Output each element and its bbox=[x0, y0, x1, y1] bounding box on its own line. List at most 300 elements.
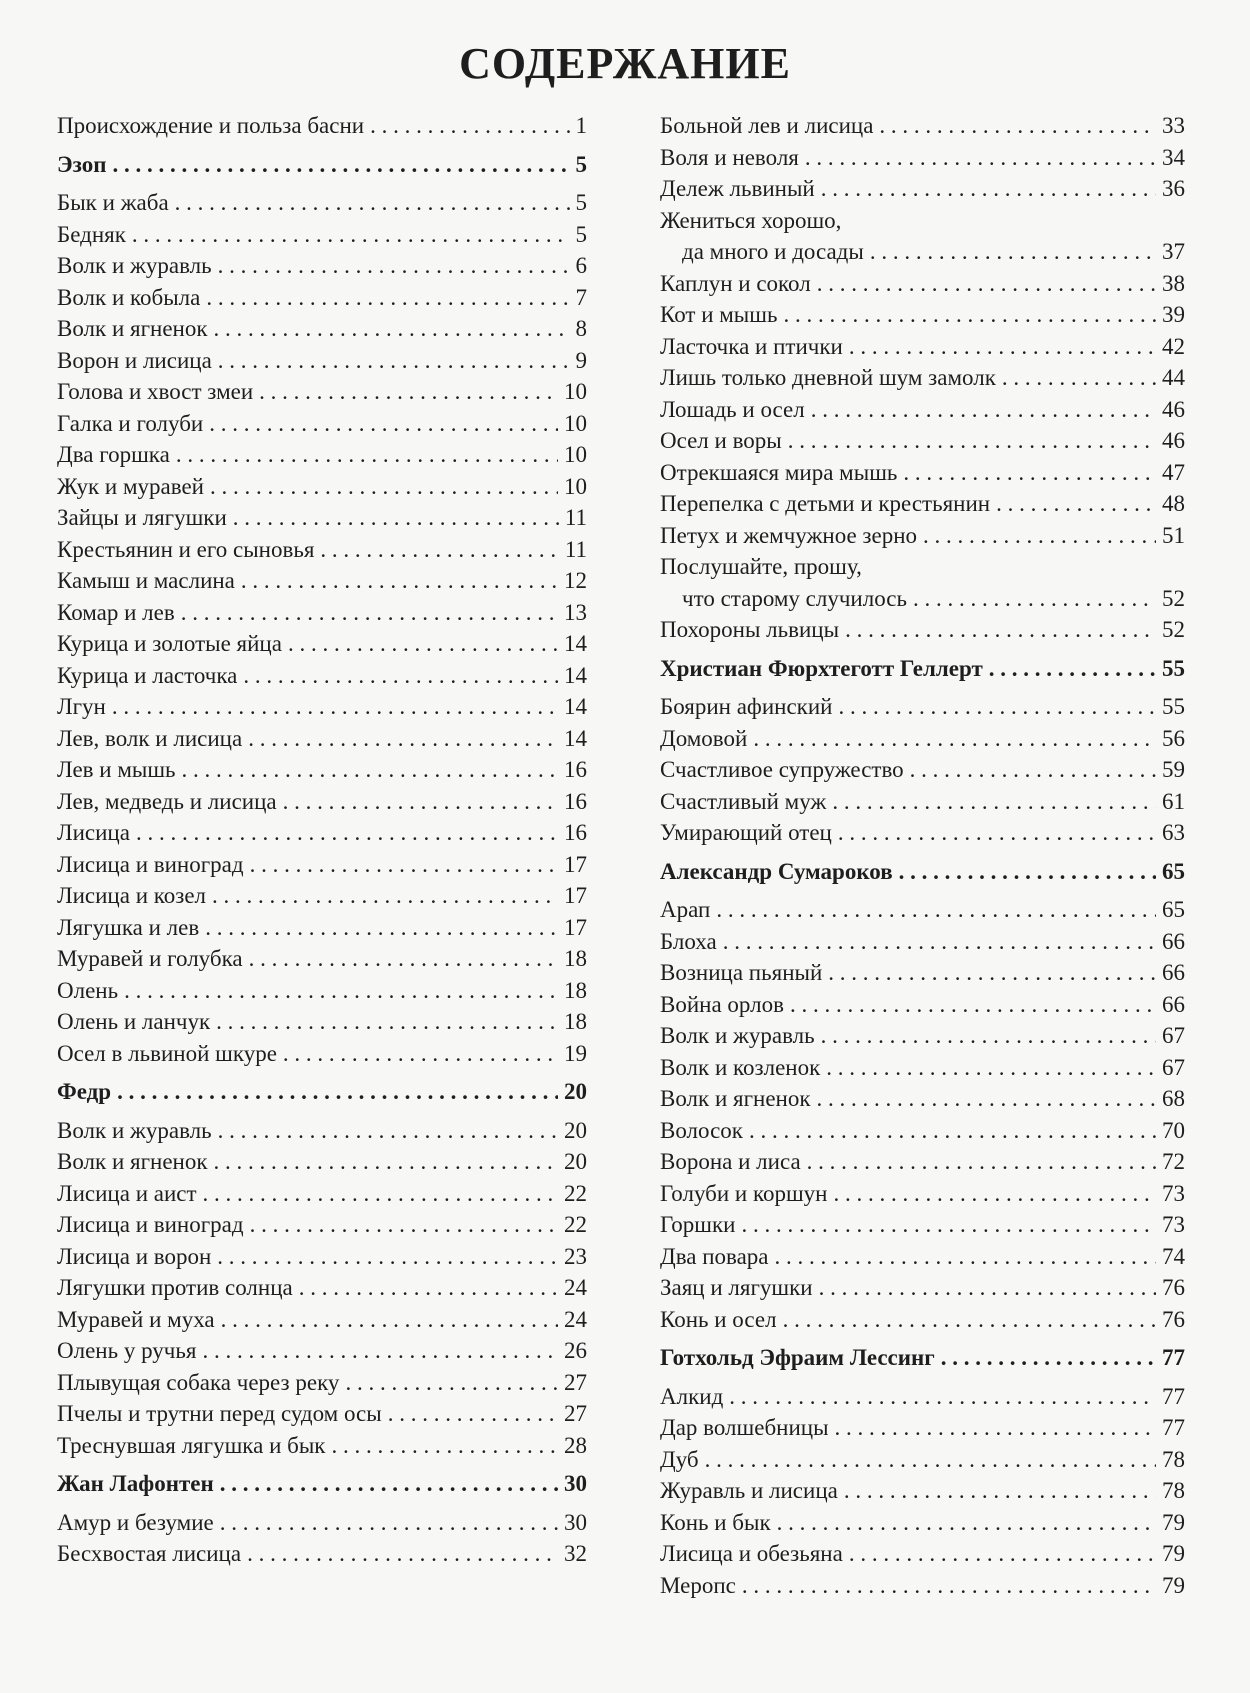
toc-entry bbox=[57, 534, 587, 566]
toc-page-number: 70 bbox=[1162, 1117, 1185, 1143]
toc-entry-title: Лисица и аист bbox=[57, 1180, 197, 1206]
toc-page-number: 42 bbox=[1162, 333, 1185, 359]
toc-entry bbox=[57, 565, 587, 597]
toc-entry-title: Петух и жемчужное зерно bbox=[660, 522, 918, 548]
toc-page-number: 16 bbox=[564, 788, 587, 814]
toc-page-number: 44 bbox=[1162, 365, 1185, 390]
toc-entry-title: Олень у ручья bbox=[57, 1338, 197, 1363]
toc-leader-dots bbox=[370, 110, 569, 142]
toc-entry bbox=[660, 268, 1185, 300]
toc-leader-dots bbox=[132, 219, 570, 251]
toc-entry-title: Голуби и коршун bbox=[660, 1180, 828, 1206]
toc-page-number: 23 bbox=[564, 1243, 587, 1269]
toc-entry bbox=[57, 817, 587, 849]
toc-entry-title: Галка и голуби bbox=[57, 410, 204, 436]
toc-page-number: 12 bbox=[564, 568, 587, 593]
toc-entry-title: Жук и муравей bbox=[57, 473, 204, 499]
toc-page-number: 22 bbox=[564, 1180, 587, 1206]
toc-entry bbox=[660, 1538, 1185, 1570]
toc-leader-dots bbox=[838, 691, 1156, 723]
toc-page-number: 32 bbox=[564, 1541, 587, 1566]
toc-page-number: 5 bbox=[575, 190, 587, 215]
toc-page-number: 33 bbox=[1162, 113, 1185, 138]
toc-page-number: 17 bbox=[564, 883, 587, 908]
toc-entry-title: Лисица и козел bbox=[57, 883, 207, 908]
toc-entry bbox=[57, 376, 587, 408]
toc-entry bbox=[57, 660, 587, 692]
toc-leader-dots bbox=[112, 149, 569, 181]
toc-entry bbox=[660, 299, 1185, 331]
toc-leader-dots bbox=[320, 534, 558, 566]
toc-entry bbox=[660, 142, 1185, 174]
toc-entry-title: Бык и жаба bbox=[57, 190, 169, 215]
toc-entry bbox=[57, 1367, 587, 1399]
toc-leader-dots bbox=[777, 1507, 1156, 1539]
toc-leader-dots bbox=[203, 1178, 558, 1210]
toc-page-number: 14 bbox=[564, 725, 587, 751]
toc-entry-title: Бесхвостая лисица bbox=[57, 1541, 242, 1566]
toc-leader-dots bbox=[723, 926, 1156, 958]
toc-entry-title: Лягушка и лев bbox=[57, 914, 200, 940]
toc-entry-title: Осел и воры bbox=[660, 428, 782, 453]
toc-leader-dots bbox=[845, 614, 1156, 646]
toc-page-number: 79 bbox=[1162, 1572, 1185, 1598]
toc-leader-dots bbox=[879, 110, 1156, 142]
toc-page-number: 18 bbox=[564, 977, 587, 1003]
toc-leader-dots bbox=[783, 1304, 1156, 1336]
toc-leader-dots bbox=[345, 1367, 558, 1399]
toc-entry-title: Зайцы и лягушки bbox=[57, 505, 227, 530]
toc-entry bbox=[660, 1475, 1185, 1507]
toc-leader-dots bbox=[216, 1006, 558, 1038]
toc-entry bbox=[57, 723, 587, 755]
toc-leader-dots bbox=[903, 457, 1156, 489]
toc-leader-dots bbox=[910, 754, 1156, 786]
toc-entry-title: Волк и ягненок bbox=[57, 1149, 208, 1174]
toc-entry bbox=[57, 502, 587, 534]
toc-leader-dots bbox=[819, 1272, 1156, 1304]
toc-page-number: 7 bbox=[575, 284, 587, 310]
toc-page-number: 39 bbox=[1162, 302, 1185, 327]
toc-entry bbox=[660, 926, 1185, 958]
toc-entry-title: Меропс bbox=[660, 1572, 736, 1598]
toc-leader-dots bbox=[923, 520, 1156, 552]
toc-entry-title: Осел в львиной шкуре bbox=[57, 1040, 277, 1066]
toc-entry-title: Горшки bbox=[660, 1212, 736, 1237]
toc-section-author bbox=[57, 149, 587, 181]
toc-entry-title: Плывущая собака через реку bbox=[57, 1369, 340, 1395]
toc-entry-title: Амур и безумие bbox=[57, 1509, 214, 1535]
toc-page-number: 56 bbox=[1162, 725, 1185, 751]
toc-page-number: 17 bbox=[564, 851, 587, 877]
toc-entry bbox=[660, 1272, 1185, 1304]
toc-page-number: 10 bbox=[564, 442, 587, 467]
toc-entry bbox=[660, 1570, 1185, 1602]
toc-page-number: 20 bbox=[564, 1117, 587, 1143]
toc-entry bbox=[57, 1272, 587, 1304]
toc-column-left bbox=[57, 110, 587, 1570]
toc-entry-title: Лишь только дневной шум замолк bbox=[660, 365, 996, 390]
toc-entry-title: Умирающий отец bbox=[660, 820, 832, 845]
toc-page-number: 24 bbox=[564, 1306, 587, 1332]
toc-leader-dots bbox=[834, 1178, 1157, 1210]
toc-page-number: 1 bbox=[575, 113, 587, 138]
toc-page-number: 72 bbox=[1162, 1149, 1185, 1174]
toc-page-number: 59 bbox=[1162, 757, 1185, 782]
toc-page-number: 11 bbox=[564, 536, 587, 562]
toc-entry bbox=[57, 313, 587, 345]
toc-entry-title: Алкид bbox=[660, 1383, 724, 1409]
toc-leader-dots bbox=[753, 723, 1156, 755]
toc-entry bbox=[57, 1209, 587, 1241]
toc-page-number: 28 bbox=[564, 1432, 587, 1458]
toc-entry-title: Эзоп bbox=[57, 151, 107, 177]
toc-entry-title: Муравей и голубка bbox=[57, 946, 243, 971]
toc-entry bbox=[660, 1381, 1185, 1413]
toc-entry-title: Журавль и лисица bbox=[660, 1478, 838, 1503]
toc-leader-dots bbox=[899, 856, 1156, 888]
toc-entry bbox=[660, 362, 1185, 394]
toc-entry-title: Больной лев и лисица bbox=[660, 113, 874, 138]
toc-page-number: 37 bbox=[1162, 239, 1185, 264]
toc-entry-title: Лев, медведь и лисица bbox=[57, 788, 277, 814]
toc-leader-dots bbox=[218, 250, 570, 282]
toc-entry-title: Возница пьяный bbox=[660, 960, 823, 985]
toc-leader-dots bbox=[821, 1020, 1156, 1052]
toc-page-number: 27 bbox=[564, 1369, 587, 1395]
toc-page-number: 76 bbox=[1162, 1275, 1185, 1300]
toc-page-number: 73 bbox=[1162, 1180, 1185, 1206]
toc-entry bbox=[660, 425, 1185, 457]
toc-entry bbox=[57, 408, 587, 440]
toc-entry bbox=[660, 394, 1185, 426]
toc-entry-title: Ласточка и птички bbox=[660, 333, 843, 359]
toc-entry-title: Арап bbox=[660, 897, 711, 922]
toc-entry bbox=[660, 520, 1185, 552]
toc-leader-dots bbox=[136, 817, 558, 849]
page-title: СОДЕРЖАНИЕ bbox=[459, 39, 791, 88]
toc-entry-title: Блоха bbox=[660, 928, 717, 954]
toc-entry bbox=[57, 1241, 587, 1273]
toc-leader-dots bbox=[124, 975, 558, 1007]
toc-entry bbox=[660, 723, 1185, 755]
toc-entry bbox=[660, 173, 1185, 205]
toc-entry bbox=[57, 1304, 587, 1336]
toc-leader-dots bbox=[220, 1468, 558, 1500]
toc-entry bbox=[57, 597, 587, 629]
toc-page-number: 18 bbox=[564, 946, 587, 971]
toc-entry-title: Счастливое супружество bbox=[660, 757, 904, 782]
toc-entry bbox=[57, 110, 587, 142]
toc-entry bbox=[660, 1241, 1185, 1273]
toc-leader-dots bbox=[870, 236, 1156, 268]
toc-entry bbox=[660, 957, 1185, 989]
toc-page-number: 10 bbox=[564, 379, 587, 404]
toc-leader-dots bbox=[805, 142, 1156, 174]
toc-entry bbox=[660, 614, 1185, 646]
toc-entry bbox=[57, 943, 587, 975]
toc-leader-dots bbox=[248, 723, 558, 755]
toc-leader-dots bbox=[828, 957, 1156, 989]
toc-leader-dots bbox=[241, 565, 558, 597]
toc-page-number: 30 bbox=[564, 1471, 587, 1496]
toc-page-number: 19 bbox=[564, 1040, 587, 1066]
toc-entry bbox=[660, 1146, 1185, 1178]
toc-entry-title: Война орлов bbox=[660, 991, 784, 1017]
toc-entry-title: да много и досады bbox=[682, 239, 864, 264]
toc-page-number: 16 bbox=[564, 820, 587, 845]
toc-page-number: 77 bbox=[1162, 1383, 1185, 1409]
toc-entry bbox=[57, 1006, 587, 1038]
toc-entry bbox=[660, 894, 1185, 926]
toc-entry-title: Лисица и ворон bbox=[57, 1243, 212, 1269]
toc-section-author bbox=[57, 1076, 587, 1108]
toc-entry bbox=[57, 1146, 587, 1178]
toc-entry-title: Муравей и муха bbox=[57, 1306, 215, 1332]
toc-leader-dots bbox=[221, 1304, 558, 1336]
toc-leader-dots bbox=[212, 880, 558, 912]
toc-page-number: 77 bbox=[1162, 1345, 1185, 1370]
toc-entry-title: Происхождение и польза басни bbox=[57, 113, 365, 138]
toc-leader-dots bbox=[209, 408, 558, 440]
toc-page-number: 61 bbox=[1162, 788, 1185, 814]
toc-entry-title: Жан Лафонтен bbox=[57, 1471, 214, 1496]
toc-page-number: 68 bbox=[1162, 1086, 1185, 1111]
toc-entry-title: Перепелка с детьми и крестьянин bbox=[660, 491, 991, 516]
toc-entry-title: Курица и золотые яйца bbox=[57, 631, 282, 656]
toc-entry-title: Два горшка bbox=[57, 442, 170, 467]
toc-entry-title: Лисица и виноград bbox=[57, 851, 244, 877]
toc-page-number: 67 bbox=[1162, 1023, 1185, 1048]
toc-leader-dots bbox=[331, 1430, 558, 1462]
toc-page-number: 74 bbox=[1162, 1243, 1185, 1269]
toc-leader-dots bbox=[817, 1083, 1156, 1115]
toc-entry bbox=[660, 457, 1185, 489]
toc-entry bbox=[57, 219, 587, 251]
toc-leader-dots bbox=[838, 817, 1156, 849]
toc-entry-title: Конь и бык bbox=[660, 1509, 771, 1535]
toc-leader-dots bbox=[788, 425, 1156, 457]
toc-entry bbox=[660, 1209, 1185, 1241]
toc-leader-dots bbox=[844, 1475, 1156, 1507]
toc-entry-title: Дележ львиный bbox=[660, 176, 815, 201]
toc-page-number: 26 bbox=[564, 1338, 587, 1363]
toc-entry bbox=[57, 1178, 587, 1210]
toc-entry bbox=[660, 817, 1185, 849]
toc-entry-title: Камыш и маслина bbox=[57, 568, 235, 593]
toc-entry-title: Олень и ланчук bbox=[57, 1009, 211, 1034]
toc-entry bbox=[57, 1038, 587, 1070]
toc-entry bbox=[57, 1430, 587, 1462]
toc-page-number: 18 bbox=[564, 1009, 587, 1034]
toc-page-number: 78 bbox=[1162, 1446, 1185, 1472]
toc-leader-dots bbox=[176, 439, 558, 471]
toc-entry bbox=[660, 1444, 1185, 1476]
toc-entry bbox=[57, 1507, 587, 1539]
toc-leader-dots bbox=[283, 1038, 558, 1070]
toc-leader-dots bbox=[835, 1412, 1156, 1444]
toc-leader-dots bbox=[214, 313, 570, 345]
toc-entry bbox=[57, 187, 587, 219]
toc-leader-dots bbox=[775, 1241, 1157, 1273]
toc-leader-dots bbox=[220, 1507, 558, 1539]
toc-entry-title: Федр bbox=[57, 1079, 112, 1104]
toc-page-number: 55 bbox=[1162, 694, 1185, 719]
toc-entry bbox=[57, 1115, 587, 1147]
toc-page-number: 55 bbox=[1162, 655, 1185, 681]
toc-entry bbox=[660, 1412, 1185, 1444]
toc-page-number: 65 bbox=[1162, 897, 1185, 922]
toc-entry bbox=[660, 1052, 1185, 1084]
toc-entry bbox=[57, 912, 587, 944]
toc-leader-dots bbox=[250, 1209, 558, 1241]
toc-entry-title: Заяц и лягушки bbox=[660, 1275, 813, 1300]
toc-leader-dots bbox=[826, 1052, 1156, 1084]
toc-leader-dots bbox=[218, 1115, 558, 1147]
toc-entry bbox=[57, 786, 587, 818]
toc-entry-title: Ворона и лиса bbox=[660, 1149, 801, 1174]
toc-entry bbox=[660, 1507, 1185, 1539]
toc-leader-dots bbox=[210, 471, 558, 503]
toc-leader-dots bbox=[849, 1538, 1156, 1570]
toc-entry-title: Волк и козленок bbox=[660, 1054, 821, 1080]
toc-entry bbox=[57, 439, 587, 471]
toc-entry bbox=[660, 236, 1185, 268]
toc-entry bbox=[660, 989, 1185, 1021]
toc-entry-title: Лисица и виноград bbox=[57, 1212, 244, 1237]
toc-leader-dots bbox=[811, 394, 1156, 426]
toc-page-number: 48 bbox=[1162, 491, 1185, 516]
toc-leader-dots bbox=[832, 786, 1156, 818]
toc-entry bbox=[57, 250, 587, 282]
toc-entry-title: Лисица bbox=[57, 820, 130, 845]
toc-entry bbox=[57, 849, 587, 881]
toc-entry bbox=[57, 1398, 587, 1430]
toc-entry-title: Домовой bbox=[660, 725, 748, 751]
toc-leader-dots bbox=[249, 943, 558, 975]
toc-leader-dots bbox=[716, 894, 1156, 926]
toc-entry bbox=[57, 975, 587, 1007]
toc-entry-title: Ворон и лисица bbox=[57, 347, 212, 373]
toc-entry-title: Конь и осел bbox=[660, 1306, 777, 1332]
toc-page-number: 6 bbox=[575, 253, 587, 278]
toc-entry bbox=[660, 691, 1185, 723]
toc-leader-dots bbox=[299, 1272, 558, 1304]
toc-entry-title: Счастливый муж bbox=[660, 788, 827, 814]
toc-entry-title: Курица и ласточка bbox=[57, 662, 238, 688]
toc-entry-title: Крестьянин и его сыновья bbox=[57, 536, 315, 562]
toc-leader-dots bbox=[202, 1335, 558, 1367]
toc-page-number: 36 bbox=[1162, 176, 1185, 201]
toc-leader-dots bbox=[214, 1146, 558, 1178]
toc-page-number: 78 bbox=[1162, 1478, 1185, 1503]
toc-page-number: 52 bbox=[1162, 617, 1185, 642]
toc-page-number: 14 bbox=[564, 662, 587, 688]
toc-page-number: 22 bbox=[564, 1212, 587, 1237]
toc-entry-title: Волк и журавль bbox=[57, 253, 212, 278]
toc-page-number: 66 bbox=[1162, 928, 1185, 954]
toc-entry-title: Воля и неволя bbox=[660, 144, 799, 170]
toc-page-number: 24 bbox=[564, 1275, 587, 1300]
toc-entry-title: Каплун и сокол bbox=[660, 270, 811, 296]
toc-leader-dots bbox=[821, 173, 1156, 205]
toc-entry-title: Голова и хвост змеи bbox=[57, 379, 254, 404]
toc-leader-dots bbox=[705, 1444, 1156, 1476]
toc-entry bbox=[660, 1178, 1185, 1210]
toc-entry-title: Дуб bbox=[660, 1446, 699, 1472]
toc-leader-dots bbox=[112, 691, 558, 723]
toc-entry-title: Отрекшаяся мира мышь bbox=[660, 459, 898, 485]
toc-page-number: 34 bbox=[1162, 144, 1185, 170]
toc-page-number: 30 bbox=[564, 1509, 587, 1535]
toc-entry bbox=[57, 471, 587, 503]
toc-page-number: 38 bbox=[1162, 270, 1185, 296]
toc-leader-dots bbox=[259, 376, 558, 408]
toc-entry-title: Волк и кобыла bbox=[57, 284, 201, 310]
toc-page-number: 66 bbox=[1162, 991, 1185, 1017]
toc-page-number: 10 bbox=[564, 410, 587, 436]
toc-entry-title: Лев, волк и лисица bbox=[57, 725, 243, 751]
toc-page-number: 10 bbox=[564, 473, 587, 499]
toc-page-number: 73 bbox=[1162, 1212, 1185, 1237]
toc-entry-title: Треснувшая лягушка и бык bbox=[57, 1432, 326, 1458]
toc-page-number: 46 bbox=[1162, 428, 1185, 453]
toc-page-number: 11 bbox=[564, 505, 587, 530]
toc-entry bbox=[660, 754, 1185, 786]
toc-leader-dots bbox=[790, 989, 1156, 1021]
toc-entry bbox=[660, 331, 1185, 363]
toc-entry bbox=[660, 1304, 1185, 1336]
toc-page-number: 66 bbox=[1162, 960, 1185, 985]
toc-leader-dots bbox=[989, 653, 1156, 685]
toc-leader-dots bbox=[217, 1241, 558, 1273]
toc-leader-dots bbox=[243, 660, 558, 692]
toc-page-number: 67 bbox=[1162, 1054, 1185, 1080]
toc-entry bbox=[57, 1335, 587, 1367]
toc-entry bbox=[660, 786, 1185, 818]
toc-page-number: 9 bbox=[575, 347, 587, 373]
toc-leader-dots bbox=[175, 187, 570, 219]
toc-entry-title: Два повара bbox=[660, 1243, 769, 1269]
toc-section-author bbox=[57, 1468, 587, 1500]
toc-entry-title: Кот и мышь bbox=[660, 302, 778, 327]
toc-entry-title: Лошадь и осел bbox=[660, 396, 805, 422]
toc-leader-dots bbox=[849, 331, 1156, 363]
toc-page-number: 17 bbox=[564, 914, 587, 940]
toc-entry-title-line: Послушайте, прошу, bbox=[660, 554, 862, 579]
toc-page-number: 5 bbox=[575, 221, 587, 247]
toc-entry-title: Волк и ягненок bbox=[660, 1086, 811, 1111]
toc-page-number: 46 bbox=[1162, 396, 1185, 422]
toc-leader-dots bbox=[233, 502, 559, 534]
toc-entry bbox=[660, 110, 1185, 142]
toc-entry-title: Александр Сумароков bbox=[660, 858, 893, 884]
toc-leader-dots bbox=[388, 1398, 558, 1430]
toc-page-number: 52 bbox=[1162, 585, 1185, 611]
toc-column-right bbox=[660, 110, 1185, 1601]
toc-entry-title: Лисица и обезьяна bbox=[660, 1541, 843, 1566]
toc-section-author bbox=[660, 1342, 1185, 1374]
toc-leader-dots bbox=[783, 299, 1156, 331]
toc-leader-dots bbox=[250, 849, 558, 881]
toc-page-number: 8 bbox=[575, 316, 587, 341]
toc-leader-dots bbox=[288, 628, 558, 660]
toc-entry-title: Бедняк bbox=[57, 221, 126, 247]
toc-entry-title: что старому случилось bbox=[682, 585, 907, 611]
toc-entry bbox=[57, 628, 587, 660]
toc-entry-title: Волк и ягненок bbox=[57, 316, 208, 341]
toc-page-number: 27 bbox=[564, 1401, 587, 1426]
